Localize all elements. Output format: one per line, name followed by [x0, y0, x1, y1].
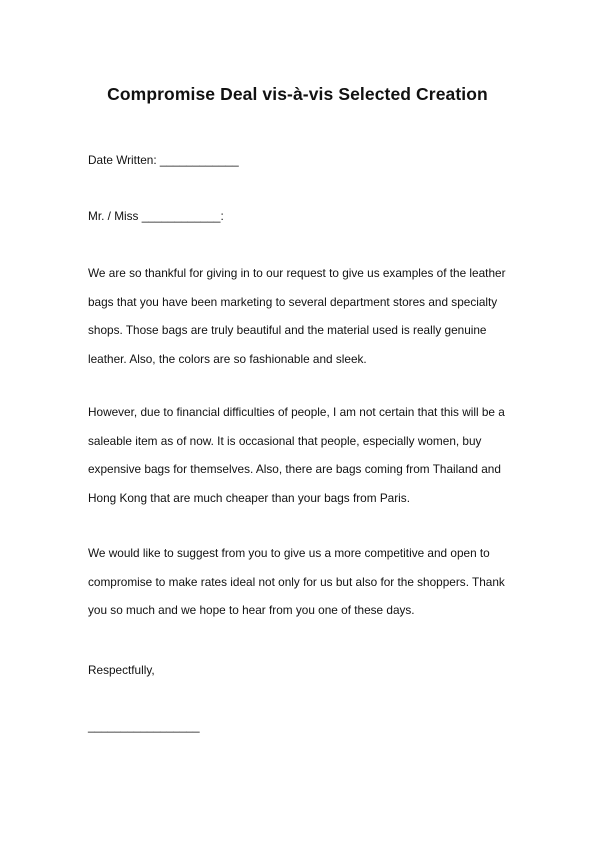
- paragraph-2: [88, 405, 518, 519]
- paragraph-line: bags that you have been marketing to several department stores and specialty: [88, 294, 498, 309]
- paragraph-line: However, due to financial difficulties of people, I am not certain that this will be a: [88, 405, 505, 419]
- paragraph-line: you so much and we hope to hear from you one of these days.: [88, 603, 415, 617]
- paragraph-line: We would like to suggest from you to give us a more competitive and open to: [88, 546, 490, 560]
- paragraph-line: We are so thankful for giving in to our request to give us examples of the leather: [88, 266, 506, 280]
- paragraph-line: saleable item as of now. It is occasional that people, especially women, buy: [88, 433, 482, 448]
- signature-line: _________________: [88, 719, 200, 733]
- paragraph-1: [88, 266, 518, 380]
- paragraph-line: shops. Those bags are truly beautiful and the material used is really genuine: [88, 323, 487, 337]
- date-written-line: Date Written: ____________: [88, 153, 239, 167]
- paragraph-line: leather. Also, the colors are so fashionable and sleek.: [88, 351, 367, 366]
- closing-line: Respectfully,: [88, 663, 155, 677]
- paragraph-line: expensive bags for themselves. Also, there are bags coming from Thailand and: [88, 462, 501, 476]
- salutation-line: Mr. / Miss ____________:: [88, 209, 224, 223]
- paragraph-line: compromise to make rates ideal not only for us but also for the shoppers. Thank: [88, 574, 505, 589]
- paragraph-3: [88, 546, 518, 632]
- paragraph-line: Hong Kong that are much cheaper than your bags from Paris.: [88, 490, 410, 505]
- document-title: Compromise Deal vis-à-vis Selected Creation: [107, 84, 488, 104]
